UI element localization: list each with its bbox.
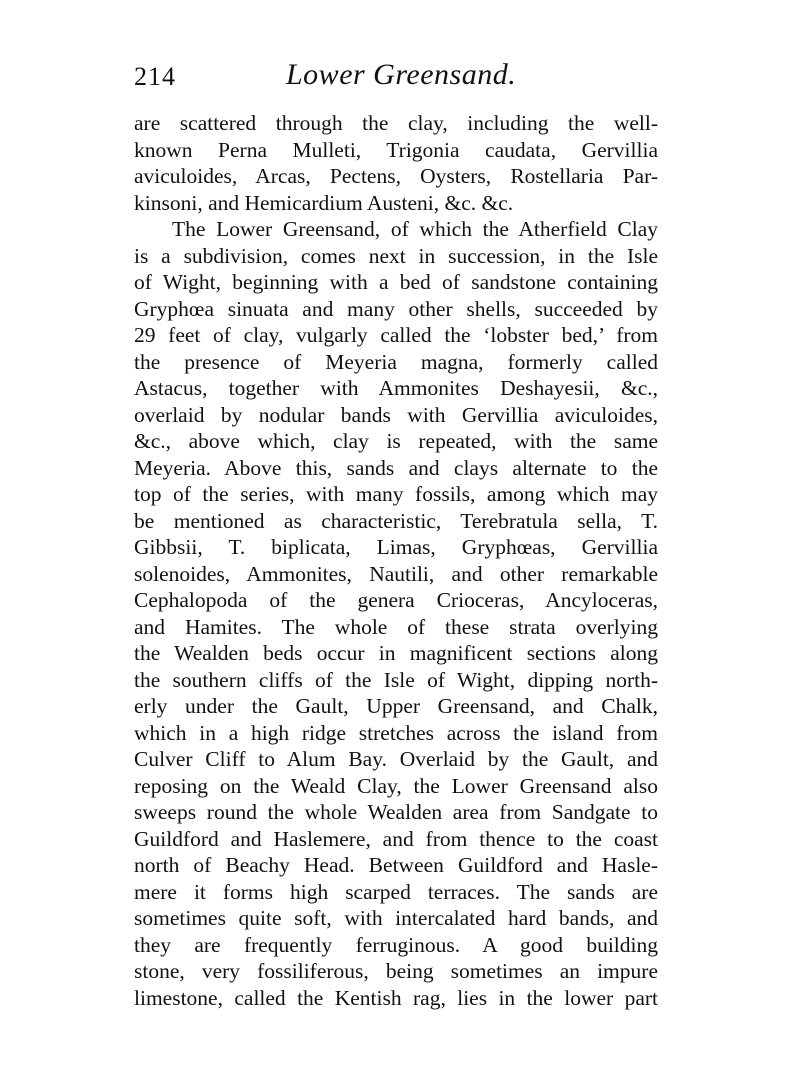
text-line: &c., above which, clay is repeated, with the same <box>134 429 658 453</box>
text-line: erly under the Gault, Upper Greensand, and Chalk, <box>134 694 658 718</box>
text-line: kinsoni, and Hemicardium Austeni, &c. &c. <box>134 190 514 215</box>
text-line: is a subdivision, comes next in succession, in the Isle <box>134 243 658 268</box>
paragraph-start-line: The Lower Greensand, of which the Atherfield Clay <box>172 217 658 241</box>
text-line: they are frequently ferruginous. A good building <box>134 932 658 957</box>
text-line: Culver Cliff to Alum Bay. Overlaid by the Gault, and <box>134 747 658 771</box>
page-header <box>134 56 658 96</box>
text-line: known Perna Mulleti, Trigonia caudata, Gervillia <box>134 137 658 162</box>
text-line: Gibbsii, T. biplicata, Limas, Gryphœas, Gervillia <box>134 535 658 559</box>
text-line: of Wight, beginning with a bed of sandstone containing <box>134 270 658 294</box>
text-line: top of the series, with many fossils, among which may <box>134 482 658 506</box>
text-line: Cephalopoda of the genera Crioceras, Ancyloceras, <box>134 588 658 612</box>
text-line: aviculoides, Arcas, Pectens, Oysters, Rostellaria Par- <box>134 164 658 188</box>
text-line: sometimes quite soft, with intercalated hard bands, and <box>134 906 658 930</box>
text-line: mere it forms high scarped terraces. The sands are <box>134 879 658 904</box>
text-line: the presence of Meyeria magna, formerly called <box>134 349 658 374</box>
page-number: 214 <box>134 62 176 91</box>
text-line: 29 feet of clay, vulgarly called the ‘lobster bed,’ from <box>134 323 658 347</box>
text-line: which in a high ridge stretches across the island from <box>134 720 658 745</box>
text-line: Guildford and Haslemere, and from thence to the coast <box>134 826 658 851</box>
text-line: the Wealden beds occur in magnificent sections along <box>134 641 658 665</box>
text-line: Astacus, together with Ammonites Deshayesii, &c., <box>134 376 658 400</box>
body-text <box>134 110 658 1011</box>
running-title: Lower Greensand. <box>286 58 517 91</box>
text-line: be mentioned as characteristic, Terebratula sella, T. <box>134 508 658 533</box>
text-line: Gryphœa sinuata and many other shells, succeeded by <box>134 296 658 321</box>
text-line: the southern cliffs of the Isle of Wight, dipping north- <box>134 667 658 692</box>
text-line: stone, very fossiliferous, being sometimes an impure <box>134 959 658 983</box>
text-line: and Hamites. The whole of these strata overlying <box>134 614 658 639</box>
text-line: solenoides, Ammonites, Nautili, and other remarkable <box>134 561 658 586</box>
text-line: are scattered through the clay, including the well- <box>134 111 658 135</box>
text-line: north of Beachy Head. Between Guildford and Hasle- <box>134 853 658 877</box>
text-line: sweeps round the whole Wealden area from Sandgate to <box>134 800 658 824</box>
text-line: limestone, called the Kentish rag, lies in the lower part <box>134 985 658 1010</box>
text-line: overlaid by nodular bands with Gervillia aviculoides, <box>134 402 658 427</box>
text-line: Meyeria. Above this, sands and clays alternate to the <box>134 455 658 480</box>
text-line: reposing on the Weald Clay, the Lower Greensand also <box>134 773 658 798</box>
